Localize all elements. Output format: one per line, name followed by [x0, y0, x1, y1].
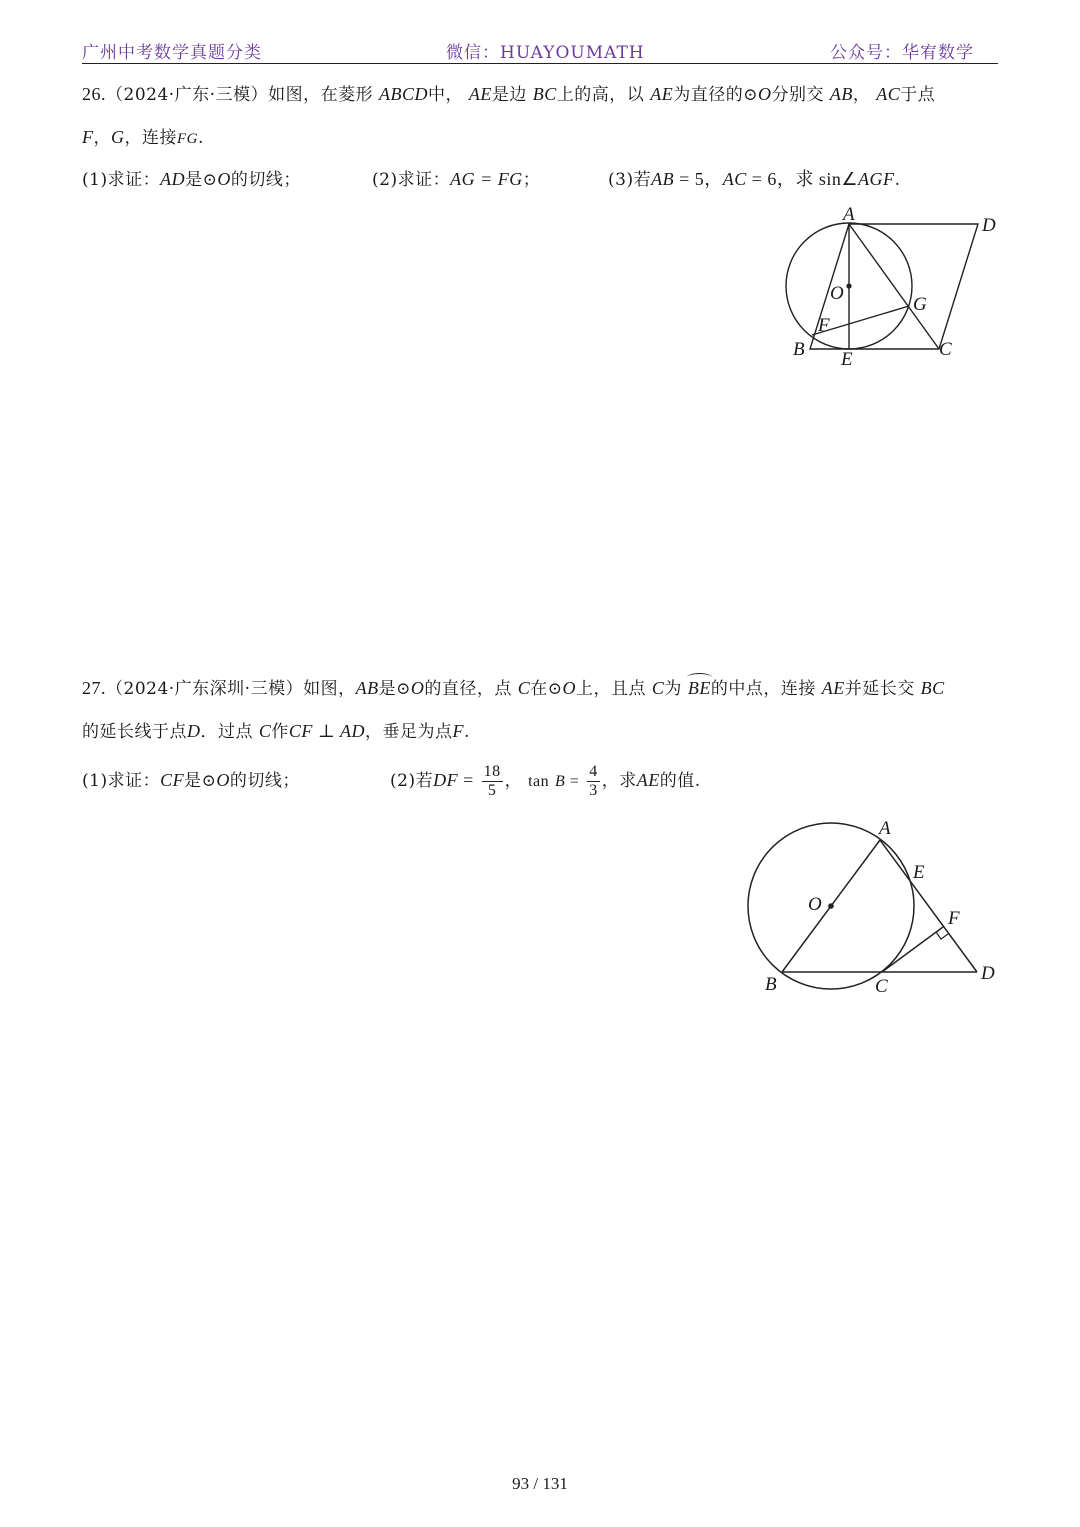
fig26-label-b: B — [793, 339, 805, 360]
fraction-4-3: $\frac{4}{3}$ — [589, 763, 598, 799]
fig27-line-ad — [880, 840, 977, 972]
fig27-label-e: E — [913, 862, 925, 883]
fig26-center-dot — [846, 283, 851, 288]
fig27-label-a: A — [879, 818, 891, 839]
fig27-label-d: D — [981, 963, 995, 984]
problem-26-stem-line2: F，G，连接FG. — [82, 127, 204, 148]
fig27-label-f: F — [948, 908, 960, 929]
figure-26 — [770, 200, 1010, 375]
fig26-label-g: G — [913, 294, 927, 315]
header-left: 广州中考数学真题分类 — [82, 43, 262, 63]
fig27-right-angle-mark — [936, 932, 948, 939]
fig26-label-o: O — [830, 283, 844, 304]
problem-27-stem-line2: 的延长线于点D．过点 C作CF ⊥ AD，垂足为点F. — [82, 721, 470, 742]
arc-be: BE — [687, 678, 711, 698]
fig26-label-e: E — [841, 349, 853, 370]
fig27-center-dot — [828, 903, 834, 909]
fig27-label-c: C — [875, 976, 888, 997]
header-rule — [82, 63, 998, 64]
problem-27-q1: (1)求证：CF是⊙O的切线； — [82, 770, 300, 791]
problem-26-q2: (2)求证：AG = FG； — [372, 169, 541, 190]
fig26-label-a: A — [843, 204, 855, 225]
figure-27 — [740, 812, 1010, 1002]
header-center: 微信：HUAYOUMATH — [446, 43, 645, 63]
fig27-segment-cf — [882, 927, 943, 972]
fig26-label-f: F — [818, 315, 830, 336]
fig26-label-d: D — [982, 215, 996, 236]
fraction-18-5: $\frac{18}{5}$ — [483, 763, 501, 799]
fig27-label-b: B — [765, 974, 777, 995]
page-number: 93 / 131 — [512, 1474, 568, 1493]
fig27-label-o: O — [808, 894, 822, 915]
problem-26-q1: (1)求证：AD是⊙O的切线； — [82, 169, 301, 190]
problem-27-stem-line1: 27.（2024·广东深圳·三模）如图，AB是⊙O的直径，点 C在⊙O上，且点 C为 BE的中点，连接 AE并延长交 BC — [82, 678, 945, 699]
fig26-label-c: C — [939, 339, 952, 360]
problem-27-q2: (2)若DF = $\frac{18}{5}$ ， tan B = $\frac{4}{3}$ ，求AE的值. — [390, 763, 701, 799]
problem-26-stem-line1: 26.（2024·广东·三模）如图，在菱形 ABCD中， AE是边 BC上的高，以 AE为直径的⊙O分别交 AB， AC于点 — [82, 84, 936, 105]
problem-26-q3: (3)若AB = 5，AC = 6，求 sin∠AGF. — [608, 169, 901, 190]
header-right: 公众号：华宥数学 — [830, 43, 974, 63]
